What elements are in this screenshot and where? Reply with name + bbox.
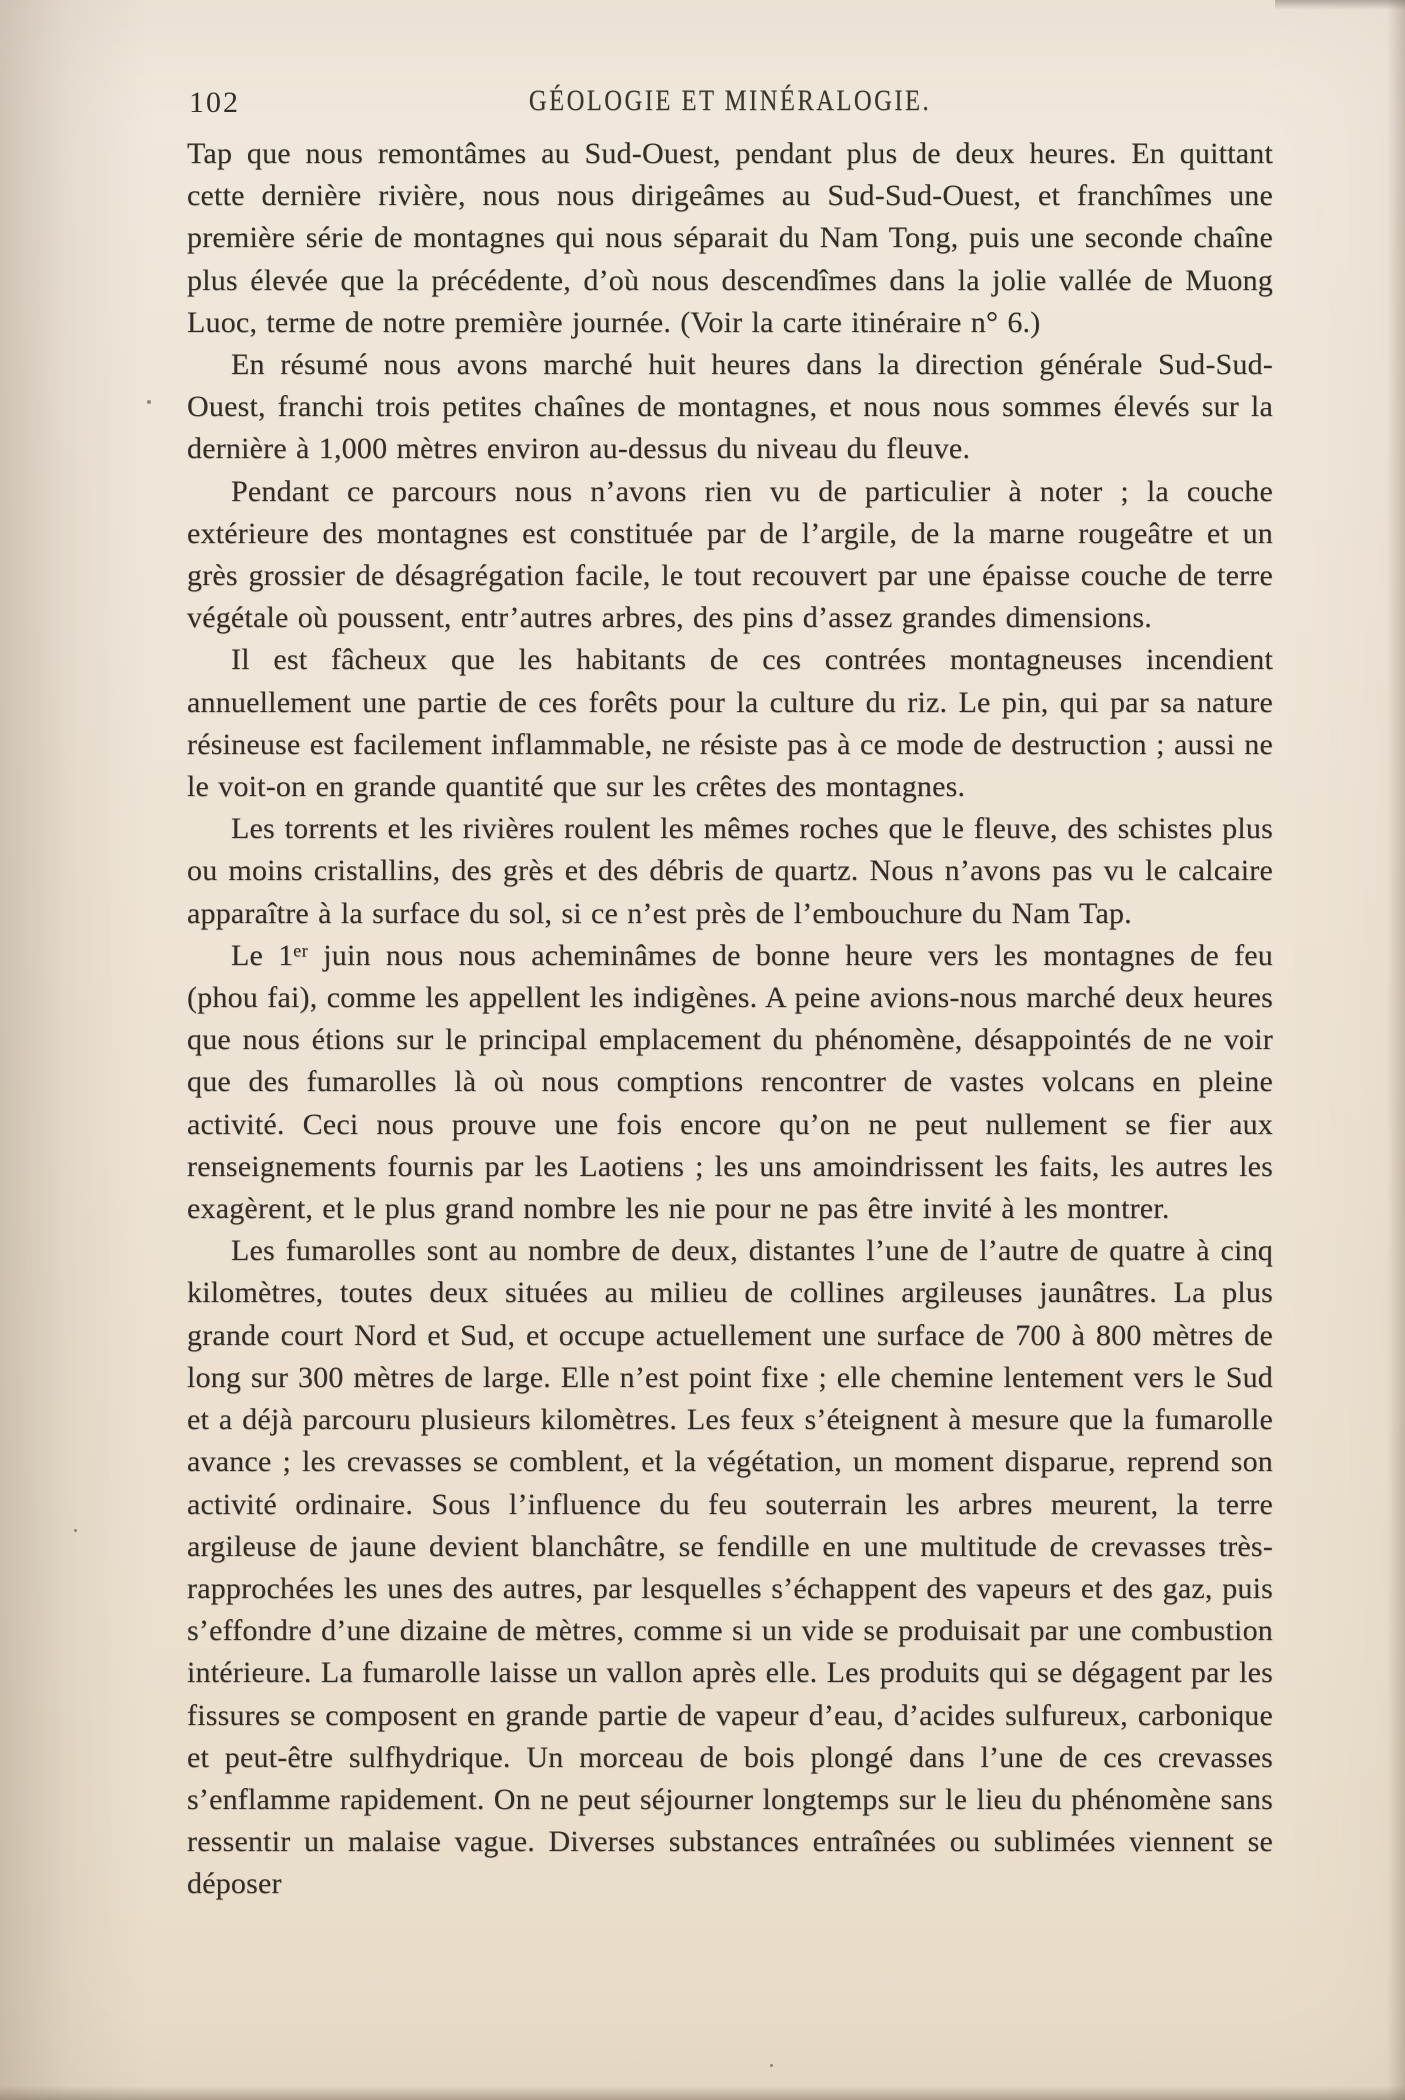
paragraph: Les fumarolles sont au nombre de deux, distantes l’une de l’autre de quatre à cinq kilomètres, toutes deux situées au milieu de collines argileuses jaunâtres. La plus grande court Nord et Sud, et occupe actuellement une surface de 700 à 800 mètres de long sur 300 mètres de large. Elle n’est point fixe ; elle chemine lentement vers le Sud et a déjà parcouru plusieurs kilomètres. Les feux s’éteignent à mesure que la fumarolle avance ; les crevasses se comblent, et la végétation, un moment disparue, reprend son activité ordinaire. Sous l’influence du feu souterrain les arbres meurent, la terre argileuse de jaune devient blanchâtre, se fendille en une multitude de crevasses très-rapprochées les unes des autres, par lesquelles s’échappent des vapeurs et des gaz, puis s’effondre d’une dizaine de mètres, comme si un vide se produisait par une combustion intérieure. La fumarolle laisse un vallon après elle. Les produits qui se dégagent par les fissures se composent en grande partie de vapeur d’eau, d’acides sulfureux, carbonique et peut-être sulfhydrique. Un morceau de bois plongé dans l’une de ces crevasses s’enflamme rapidement. On ne peut séjourner longtemps sur le lieu du phénomène sans ressentir un malaise vague. Diverses substances entraînées ou sublimées viennent se déposer [187, 1234, 1273, 1901]
page-body-text [187, 133, 1273, 1906]
page-top-edge-shadow [1275, 0, 1405, 10]
paragraph: Le 1ᵉʳ juin nous nous acheminâmes de bonne heure vers les montagnes de feu (phou fai), comme les appellent les indigènes. A peine avions-nous marché deux heures que nous étions sur le principal emplacement du phénomène, désappointés de ne voir que des fumarolles là où nous comptions rencontrer de vastes volcans en pleine activité. Ceci nous prouve une fois encore qu’on ne peut nullement se fier aux renseignements fournis par les Laotiens ; les uns amoindrissent les faits, les autres les exagèrent, et le plus grand nombre les nie pour ne pas être invité à les montrer. [187, 938, 1273, 1226]
paragraph: Il est fâcheux que les habitants de ces contrées montagneuses incendient annuellement une partie de ces forêts pour la culture du riz. Le pin, qui par sa nature résineuse est facilement inflammable, ne résiste pas à ce mode de destruction ; aussi ne le voit-on en grande quantité que sur les crêtes des montagnes. [187, 643, 1273, 804]
paper-speck [147, 400, 151, 404]
page-number: 102 [189, 86, 240, 119]
paper-speck [770, 2064, 773, 2067]
paragraph: En résumé nous avons marché huit heures dans la direction générale Sud-Sud-Ouest, franchi trois petites chaînes de montagnes, et nous nous sommes élevés sur la dernière à 1,000 mètres environ au-dessus du niveau du fleuve. [187, 348, 1273, 466]
running-title: GÉOLOGIE ET MINÉRALOGIE. [528, 84, 932, 117]
page-gutter-shadow [0, 0, 150, 2100]
page-bottom-edge-shadow [0, 2086, 1405, 2100]
paragraph: Les torrents et les rivières roulent les mêmes roches que le fleuve, des schistes plus ou moins cristallins, des grès et des débris de quartz. Nous n’avons pas vu le calcaire apparaître à la surface du sol, si ce n’est près de l’embouchure du Nam Tap. [187, 812, 1273, 930]
paper-speck [74, 1529, 77, 1532]
paragraph: Tap que nous remontâmes au Sud-Ouest, pendant plus de deux heures. En quittant cette dernière rivière, nous nous dirigeâmes au Sud-Sud-Ouest, et franchîmes une première série de montagnes qui nous séparait du Nam Tong, puis une seconde chaîne plus élevée que la précédente, d’où nous descendîmes dans la jolie vallée de Muong Luoc, terme de notre première journée. (Voir la carte itinéraire n° 6.) [187, 137, 1273, 339]
paragraph: Pendant ce parcours nous n’avons rien vu de particulier à noter ; la couche extérieure des montagnes est constituée par de l’argile, de la marne rougeâtre et un grès grossier de désagrégation facile, le tout recouvert par une épaisse couche de terre végétale où poussent, entr’autres arbres, des pins d’assez grandes dimensions. [187, 474, 1273, 635]
page-right-edge-shadow [1387, 0, 1405, 2100]
page-header [187, 84, 1273, 126]
